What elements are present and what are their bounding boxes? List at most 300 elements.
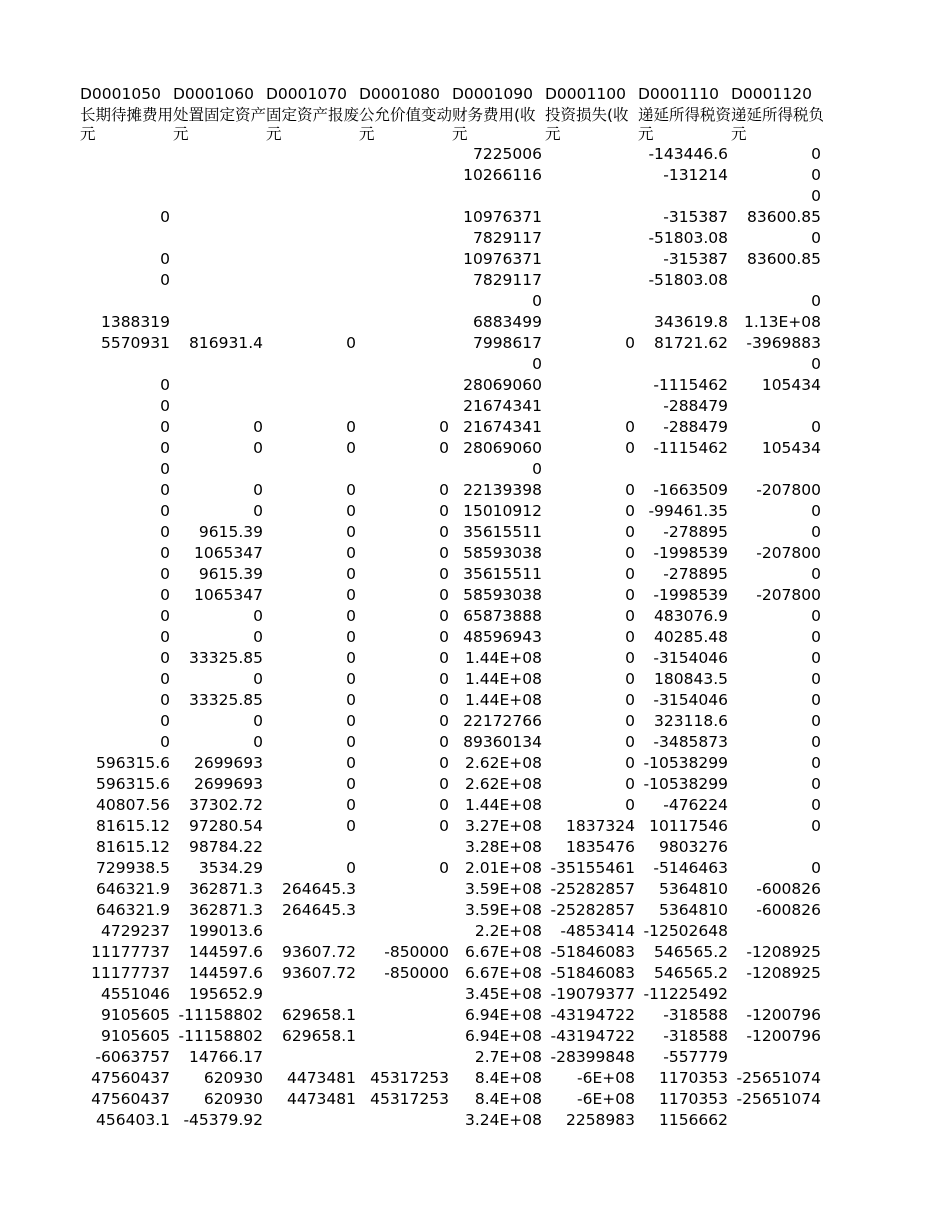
table-cell[interactable] bbox=[266, 459, 359, 480]
header-unit-cell[interactable]: 元 bbox=[173, 126, 189, 143]
table-cell[interactable]: 7829117 bbox=[472, 229, 542, 247]
table-cell[interactable]: 0 bbox=[346, 859, 356, 877]
table-cell[interactable]: 1.44E+08 bbox=[464, 691, 542, 709]
table-cell[interactable] bbox=[545, 270, 638, 291]
table-cell[interactable] bbox=[80, 228, 173, 249]
header-code-cell[interactable]: D0001090 bbox=[452, 85, 533, 103]
table-cell[interactable]: 456403.1 bbox=[96, 1111, 170, 1129]
table-cell[interactable] bbox=[545, 186, 638, 207]
table-cell[interactable]: 343619.8 bbox=[654, 313, 728, 331]
table-cell[interactable]: 1388319 bbox=[100, 313, 170, 331]
table-cell[interactable] bbox=[359, 900, 452, 921]
table-cell[interactable] bbox=[266, 396, 359, 417]
table-cell[interactable]: 0 bbox=[346, 775, 356, 793]
table-cell[interactable] bbox=[359, 165, 452, 186]
table-cell[interactable]: 0 bbox=[160, 250, 170, 268]
table-cell[interactable]: -5146463 bbox=[653, 859, 728, 877]
table-cell[interactable]: 0 bbox=[439, 586, 449, 604]
table-cell[interactable]: 323118.6 bbox=[654, 712, 728, 730]
table-cell[interactable] bbox=[173, 270, 266, 291]
table-cell[interactable] bbox=[359, 837, 452, 858]
table-cell[interactable]: 0 bbox=[160, 439, 170, 457]
table-cell[interactable]: 2.7E+08 bbox=[474, 1048, 542, 1066]
table-cell[interactable]: 0 bbox=[160, 670, 170, 688]
table-cell[interactable]: 7829117 bbox=[472, 271, 542, 289]
table-cell[interactable]: 37302.72 bbox=[189, 796, 263, 814]
table-cell[interactable]: -288479 bbox=[663, 397, 728, 415]
table-cell[interactable]: 10976371 bbox=[463, 250, 542, 268]
table-cell[interactable]: 0 bbox=[625, 586, 635, 604]
table-cell[interactable]: 0 bbox=[346, 334, 356, 352]
table-cell[interactable]: 0 bbox=[439, 565, 449, 583]
table-cell[interactable] bbox=[173, 186, 266, 207]
table-cell[interactable]: 28069060 bbox=[463, 439, 542, 457]
table-cell[interactable]: 3.27E+08 bbox=[464, 817, 542, 835]
table-cell[interactable] bbox=[173, 165, 266, 186]
table-cell[interactable]: 0 bbox=[811, 691, 821, 709]
header-unit-cell[interactable]: 元 bbox=[731, 126, 747, 143]
table-cell[interactable]: 4729237 bbox=[100, 922, 170, 940]
table-cell[interactable]: 89360134 bbox=[463, 733, 542, 751]
table-cell[interactable]: 144597.6 bbox=[189, 943, 263, 961]
table-cell[interactable]: 1835476 bbox=[565, 838, 635, 856]
table-cell[interactable]: 0 bbox=[160, 460, 170, 478]
table-cell[interactable]: 0 bbox=[811, 859, 821, 877]
table-cell[interactable]: 0 bbox=[811, 418, 821, 436]
table-cell[interactable]: 9105605 bbox=[100, 1006, 170, 1024]
table-cell[interactable]: 596315.6 bbox=[96, 775, 170, 793]
table-cell[interactable]: 264645.3 bbox=[282, 901, 356, 919]
header-code-cell[interactable]: D0001060 bbox=[173, 85, 254, 103]
table-cell[interactable]: 264645.3 bbox=[282, 880, 356, 898]
table-cell[interactable]: 3.28E+08 bbox=[464, 838, 542, 856]
header-name-cell[interactable]: 投资损失(收 bbox=[545, 106, 629, 124]
table-cell[interactable]: 2699693 bbox=[193, 754, 263, 772]
table-cell[interactable]: 546565.2 bbox=[654, 964, 728, 982]
table-cell[interactable]: -315387 bbox=[663, 250, 728, 268]
table-cell[interactable] bbox=[173, 291, 266, 312]
header-unit-cell[interactable]: 元 bbox=[80, 126, 96, 143]
table-cell[interactable]: 0 bbox=[625, 691, 635, 709]
table-cell[interactable]: -1208925 bbox=[746, 964, 821, 982]
table-cell[interactable] bbox=[266, 375, 359, 396]
table-cell[interactable] bbox=[731, 1110, 824, 1131]
table-cell[interactable]: 0 bbox=[160, 271, 170, 289]
table-cell[interactable]: 0 bbox=[811, 187, 821, 205]
table-cell[interactable]: 6883499 bbox=[472, 313, 542, 331]
table-cell[interactable]: -278895 bbox=[663, 565, 728, 583]
table-cell[interactable]: 40285.48 bbox=[654, 628, 728, 646]
table-cell[interactable]: 1.44E+08 bbox=[464, 796, 542, 814]
table-cell[interactable]: 0 bbox=[439, 544, 449, 562]
table-cell[interactable]: -207800 bbox=[756, 586, 821, 604]
table-cell[interactable]: -11158802 bbox=[178, 1006, 263, 1024]
table-cell[interactable]: -43194722 bbox=[550, 1027, 635, 1045]
table-cell[interactable]: -600826 bbox=[756, 901, 821, 919]
table-cell[interactable]: 15010912 bbox=[463, 502, 542, 520]
table-cell[interactable] bbox=[359, 186, 452, 207]
table-cell[interactable]: -207800 bbox=[756, 544, 821, 562]
table-cell[interactable]: 0 bbox=[346, 439, 356, 457]
table-cell[interactable]: 0 bbox=[439, 439, 449, 457]
table-cell[interactable]: 28069060 bbox=[463, 376, 542, 394]
table-cell[interactable] bbox=[359, 396, 452, 417]
table-cell[interactable]: 0 bbox=[625, 733, 635, 751]
table-cell[interactable]: -6E+08 bbox=[577, 1090, 635, 1108]
table-cell[interactable]: 0 bbox=[346, 670, 356, 688]
header-unit-cell[interactable]: 元 bbox=[359, 126, 375, 143]
table-cell[interactable]: 14766.17 bbox=[189, 1048, 263, 1066]
table-cell[interactable]: 0 bbox=[811, 754, 821, 772]
table-cell[interactable] bbox=[545, 249, 638, 270]
table-cell[interactable]: 6.67E+08 bbox=[464, 964, 542, 982]
table-cell[interactable]: -557779 bbox=[663, 1048, 728, 1066]
table-cell[interactable]: 0 bbox=[253, 607, 263, 625]
table-cell[interactable]: 2258983 bbox=[565, 1111, 635, 1129]
table-cell[interactable]: 0 bbox=[811, 565, 821, 583]
table-cell[interactable]: 0 bbox=[346, 796, 356, 814]
table-cell[interactable]: 3.59E+08 bbox=[464, 901, 542, 919]
table-cell[interactable]: -1208925 bbox=[746, 943, 821, 961]
table-cell[interactable]: 0 bbox=[160, 565, 170, 583]
table-cell[interactable] bbox=[173, 249, 266, 270]
table-cell[interactable]: 98784.22 bbox=[189, 838, 263, 856]
table-cell[interactable]: 2.62E+08 bbox=[464, 775, 542, 793]
table-cell[interactable]: 0 bbox=[346, 754, 356, 772]
table-cell[interactable]: 5364810 bbox=[658, 880, 728, 898]
table-cell[interactable]: 6.94E+08 bbox=[464, 1006, 542, 1024]
table-cell[interactable]: 3.24E+08 bbox=[464, 1111, 542, 1129]
table-cell[interactable] bbox=[266, 270, 359, 291]
table-cell[interactable]: 1.44E+08 bbox=[464, 649, 542, 667]
table-cell[interactable]: 0 bbox=[439, 523, 449, 541]
table-cell[interactable]: 0 bbox=[439, 607, 449, 625]
table-cell[interactable]: -600826 bbox=[756, 880, 821, 898]
table-cell[interactable]: 1837324 bbox=[565, 817, 635, 835]
table-cell[interactable] bbox=[359, 291, 452, 312]
table-cell[interactable]: 0 bbox=[253, 502, 263, 520]
table-cell[interactable] bbox=[266, 1047, 359, 1068]
table-cell[interactable]: 81615.12 bbox=[96, 817, 170, 835]
table-cell[interactable]: 0 bbox=[160, 481, 170, 499]
table-cell[interactable]: -1115462 bbox=[653, 439, 728, 457]
table-cell[interactable]: -4853414 bbox=[560, 922, 635, 940]
table-cell[interactable]: -51803.08 bbox=[648, 229, 728, 247]
table-cell[interactable]: 0 bbox=[439, 691, 449, 709]
table-cell[interactable]: 0 bbox=[625, 481, 635, 499]
table-cell[interactable]: -1663509 bbox=[653, 481, 728, 499]
table-cell[interactable] bbox=[359, 228, 452, 249]
table-cell[interactable]: 0 bbox=[811, 796, 821, 814]
table-cell[interactable]: 0 bbox=[811, 229, 821, 247]
table-cell[interactable]: 646321.9 bbox=[96, 901, 170, 919]
table-cell[interactable] bbox=[359, 249, 452, 270]
table-cell[interactable] bbox=[359, 459, 452, 480]
table-cell[interactable] bbox=[80, 291, 173, 312]
table-cell[interactable]: 1065347 bbox=[193, 544, 263, 562]
table-cell[interactable]: 1170353 bbox=[658, 1069, 728, 1087]
table-cell[interactable]: 0 bbox=[625, 502, 635, 520]
table-cell[interactable] bbox=[266, 837, 359, 858]
table-cell[interactable]: 2.2E+08 bbox=[474, 922, 542, 940]
table-cell[interactable] bbox=[545, 291, 638, 312]
table-cell[interactable]: 0 bbox=[811, 670, 821, 688]
table-cell[interactable]: 0 bbox=[160, 607, 170, 625]
table-cell[interactable]: 0 bbox=[346, 523, 356, 541]
table-cell[interactable]: 0 bbox=[346, 544, 356, 562]
table-cell[interactable]: 483076.9 bbox=[654, 607, 728, 625]
table-cell[interactable] bbox=[359, 207, 452, 228]
table-cell[interactable]: 0 bbox=[625, 649, 635, 667]
table-cell[interactable]: 0 bbox=[811, 292, 821, 310]
table-cell[interactable]: 362871.3 bbox=[189, 880, 263, 898]
table-cell[interactable]: 4551046 bbox=[100, 985, 170, 1003]
table-cell[interactable]: 0 bbox=[625, 334, 635, 352]
table-cell[interactable]: -25282857 bbox=[550, 901, 635, 919]
table-cell[interactable]: 6.94E+08 bbox=[464, 1027, 542, 1045]
table-cell[interactable]: -10538299 bbox=[643, 754, 728, 772]
table-cell[interactable]: 40807.56 bbox=[96, 796, 170, 814]
table-cell[interactable]: 0 bbox=[625, 775, 635, 793]
table-cell[interactable] bbox=[545, 396, 638, 417]
table-cell[interactable]: 9615.39 bbox=[198, 565, 263, 583]
header-code-cell[interactable]: D0001110 bbox=[638, 85, 719, 103]
table-cell[interactable]: -11225492 bbox=[643, 985, 728, 1003]
table-cell[interactable]: 0 bbox=[625, 544, 635, 562]
table-cell[interactable] bbox=[359, 375, 452, 396]
table-cell[interactable]: 0 bbox=[811, 775, 821, 793]
table-cell[interactable] bbox=[359, 879, 452, 900]
table-cell[interactable]: 35615511 bbox=[463, 565, 542, 583]
table-cell[interactable] bbox=[359, 1026, 452, 1047]
table-cell[interactable]: 1.13E+08 bbox=[743, 313, 821, 331]
table-cell[interactable]: 0 bbox=[811, 145, 821, 163]
table-cell[interactable]: 83600.85 bbox=[747, 250, 821, 268]
table-cell[interactable]: 0 bbox=[439, 796, 449, 814]
table-cell[interactable]: 0 bbox=[811, 817, 821, 835]
table-cell[interactable]: 7998617 bbox=[472, 334, 542, 352]
table-cell[interactable]: 8.4E+08 bbox=[474, 1090, 542, 1108]
table-cell[interactable]: 0 bbox=[625, 418, 635, 436]
table-cell[interactable]: -1115462 bbox=[653, 376, 728, 394]
header-code-cell[interactable]: D0001120 bbox=[731, 85, 812, 103]
table-cell[interactable] bbox=[173, 144, 266, 165]
table-cell[interactable]: 4473481 bbox=[286, 1090, 356, 1108]
table-cell[interactable] bbox=[359, 270, 452, 291]
table-cell[interactable]: -11158802 bbox=[178, 1027, 263, 1045]
table-cell[interactable]: 620930 bbox=[203, 1069, 263, 1087]
table-cell[interactable]: -12502648 bbox=[643, 922, 728, 940]
table-cell[interactable]: 0 bbox=[346, 418, 356, 436]
table-cell[interactable]: 0 bbox=[346, 649, 356, 667]
table-cell[interactable] bbox=[359, 984, 452, 1005]
table-cell[interactable]: -850000 bbox=[384, 964, 449, 982]
table-cell[interactable]: -43194722 bbox=[550, 1006, 635, 1024]
table-cell[interactable]: 0 bbox=[532, 292, 542, 310]
header-name-cell[interactable]: 财务费用(收 bbox=[452, 106, 536, 124]
header-name-cell[interactable]: 递延所得税资 bbox=[638, 106, 731, 124]
table-cell[interactable] bbox=[731, 984, 824, 1005]
table-cell[interactable]: 0 bbox=[439, 649, 449, 667]
table-cell[interactable]: 47560437 bbox=[91, 1090, 170, 1108]
table-cell[interactable]: 0 bbox=[532, 355, 542, 373]
table-cell[interactable]: 0 bbox=[625, 523, 635, 541]
table-cell[interactable]: -6063757 bbox=[95, 1048, 170, 1066]
table-cell[interactable]: 0 bbox=[439, 754, 449, 772]
table-cell[interactable]: 199013.6 bbox=[189, 922, 263, 940]
table-cell[interactable]: 0 bbox=[811, 628, 821, 646]
table-cell[interactable] bbox=[731, 459, 824, 480]
header-unit-cell[interactable]: 元 bbox=[638, 126, 654, 143]
table-cell[interactable]: 33325.85 bbox=[189, 691, 263, 709]
table-cell[interactable]: -25651074 bbox=[736, 1090, 821, 1108]
table-cell[interactable] bbox=[80, 165, 173, 186]
table-cell[interactable]: 0 bbox=[811, 712, 821, 730]
table-cell[interactable]: 7225006 bbox=[472, 145, 542, 163]
table-cell[interactable]: 22172766 bbox=[463, 712, 542, 730]
table-cell[interactable]: 0 bbox=[160, 418, 170, 436]
table-cell[interactable]: 0 bbox=[625, 628, 635, 646]
table-cell[interactable]: 0 bbox=[811, 523, 821, 541]
table-cell[interactable]: 0 bbox=[160, 628, 170, 646]
table-cell[interactable]: -6E+08 bbox=[577, 1069, 635, 1087]
table-cell[interactable]: 0 bbox=[160, 397, 170, 415]
table-cell[interactable] bbox=[173, 459, 266, 480]
table-cell[interactable]: 0 bbox=[346, 691, 356, 709]
header-unit-cell[interactable]: 元 bbox=[452, 126, 468, 143]
table-cell[interactable] bbox=[173, 228, 266, 249]
table-cell[interactable]: 629658.1 bbox=[282, 1006, 356, 1024]
table-cell[interactable] bbox=[80, 186, 173, 207]
table-cell[interactable]: 629658.1 bbox=[282, 1027, 356, 1045]
table-cell[interactable]: 1170353 bbox=[658, 1090, 728, 1108]
table-cell[interactable] bbox=[266, 1110, 359, 1131]
table-cell[interactable]: 2.01E+08 bbox=[464, 859, 542, 877]
table-cell[interactable]: 0 bbox=[160, 544, 170, 562]
table-cell[interactable] bbox=[731, 837, 824, 858]
table-cell[interactable] bbox=[545, 459, 638, 480]
table-cell[interactable]: 81615.12 bbox=[96, 838, 170, 856]
table-cell[interactable]: 4473481 bbox=[286, 1069, 356, 1087]
table-cell[interactable] bbox=[638, 459, 731, 480]
table-cell[interactable]: 35615511 bbox=[463, 523, 542, 541]
table-cell[interactable]: -288479 bbox=[663, 418, 728, 436]
table-cell[interactable]: 11177737 bbox=[91, 964, 170, 982]
header-name-cell[interactable]: 公允价值变动 bbox=[359, 106, 452, 124]
table-cell[interactable]: 58593038 bbox=[463, 586, 542, 604]
table-cell[interactable]: 45317253 bbox=[370, 1069, 449, 1087]
table-cell[interactable] bbox=[731, 921, 824, 942]
table-cell[interactable] bbox=[638, 186, 731, 207]
header-name-cell[interactable]: 处置固定资产 bbox=[173, 106, 266, 124]
table-cell[interactable]: -45379.92 bbox=[183, 1111, 263, 1129]
header-name-cell[interactable]: 长期待摊费用 bbox=[80, 106, 173, 124]
table-cell[interactable]: -28399848 bbox=[550, 1048, 635, 1066]
table-cell[interactable]: 729938.5 bbox=[96, 859, 170, 877]
table-cell[interactable]: 0 bbox=[160, 649, 170, 667]
table-cell[interactable]: -25282857 bbox=[550, 880, 635, 898]
table-cell[interactable]: 0 bbox=[625, 754, 635, 772]
table-cell[interactable]: -35155461 bbox=[550, 859, 635, 877]
table-cell[interactable]: -318588 bbox=[663, 1006, 728, 1024]
table-cell[interactable]: 362871.3 bbox=[189, 901, 263, 919]
table-cell[interactable]: -315387 bbox=[663, 208, 728, 226]
table-cell[interactable] bbox=[359, 144, 452, 165]
table-cell[interactable] bbox=[638, 291, 731, 312]
table-cell[interactable]: 0 bbox=[160, 376, 170, 394]
table-cell[interactable]: 0 bbox=[439, 733, 449, 751]
table-cell[interactable]: 0 bbox=[811, 607, 821, 625]
table-cell[interactable] bbox=[359, 1047, 452, 1068]
table-cell[interactable]: 93607.72 bbox=[282, 964, 356, 982]
table-cell[interactable]: 9615.39 bbox=[198, 523, 263, 541]
table-cell[interactable] bbox=[266, 186, 359, 207]
table-cell[interactable]: -318588 bbox=[663, 1027, 728, 1045]
table-cell[interactable]: 0 bbox=[160, 502, 170, 520]
table-cell[interactable]: 83600.85 bbox=[747, 208, 821, 226]
table-cell[interactable]: 0 bbox=[439, 481, 449, 499]
table-cell[interactable]: 0 bbox=[532, 460, 542, 478]
table-cell[interactable]: -1200796 bbox=[746, 1006, 821, 1024]
table-cell[interactable]: 0 bbox=[346, 628, 356, 646]
header-code-cell[interactable]: D0001100 bbox=[545, 85, 626, 103]
table-cell[interactable] bbox=[731, 396, 824, 417]
table-cell[interactable]: 0 bbox=[253, 628, 263, 646]
table-cell[interactable] bbox=[266, 921, 359, 942]
table-cell[interactable] bbox=[638, 354, 731, 375]
table-cell[interactable] bbox=[359, 354, 452, 375]
table-cell[interactable]: -131214 bbox=[663, 166, 728, 184]
table-cell[interactable]: 0 bbox=[253, 481, 263, 499]
table-cell[interactable]: 0 bbox=[253, 670, 263, 688]
table-cell[interactable]: 8.4E+08 bbox=[474, 1069, 542, 1087]
table-cell[interactable]: 45317253 bbox=[370, 1090, 449, 1108]
table-cell[interactable]: 6.67E+08 bbox=[464, 943, 542, 961]
table-cell[interactable] bbox=[359, 1110, 452, 1131]
table-cell[interactable]: 0 bbox=[346, 733, 356, 751]
table-cell[interactable]: 0 bbox=[439, 859, 449, 877]
table-cell[interactable] bbox=[266, 312, 359, 333]
table-cell[interactable] bbox=[266, 249, 359, 270]
table-cell[interactable]: 0 bbox=[625, 796, 635, 814]
table-cell[interactable]: 10976371 bbox=[463, 208, 542, 226]
table-cell[interactable]: 0 bbox=[160, 733, 170, 751]
table-cell[interactable]: 0 bbox=[346, 586, 356, 604]
table-cell[interactable] bbox=[80, 354, 173, 375]
table-cell[interactable]: 1156662 bbox=[658, 1111, 728, 1129]
table-cell[interactable]: 0 bbox=[811, 166, 821, 184]
table-cell[interactable]: 97280.54 bbox=[189, 817, 263, 835]
table-cell[interactable] bbox=[731, 1047, 824, 1068]
table-cell[interactable]: 22139398 bbox=[463, 481, 542, 499]
table-cell[interactable] bbox=[266, 984, 359, 1005]
table-cell[interactable]: 0 bbox=[346, 607, 356, 625]
table-cell[interactable] bbox=[545, 375, 638, 396]
table-cell[interactable]: 5364810 bbox=[658, 901, 728, 919]
table-cell[interactable]: -3154046 bbox=[653, 691, 728, 709]
table-cell[interactable]: 0 bbox=[346, 502, 356, 520]
table-cell[interactable] bbox=[545, 312, 638, 333]
table-cell[interactable]: -143446.6 bbox=[648, 145, 728, 163]
table-cell[interactable]: 620930 bbox=[203, 1090, 263, 1108]
table-cell[interactable]: -19079377 bbox=[550, 985, 635, 1003]
table-cell[interactable]: 3.45E+08 bbox=[464, 985, 542, 1003]
table-cell[interactable] bbox=[731, 270, 824, 291]
table-cell[interactable] bbox=[545, 354, 638, 375]
table-cell[interactable]: 10266116 bbox=[463, 166, 542, 184]
table-cell[interactable]: 3.59E+08 bbox=[464, 880, 542, 898]
table-cell[interactable]: 3534.29 bbox=[198, 859, 263, 877]
